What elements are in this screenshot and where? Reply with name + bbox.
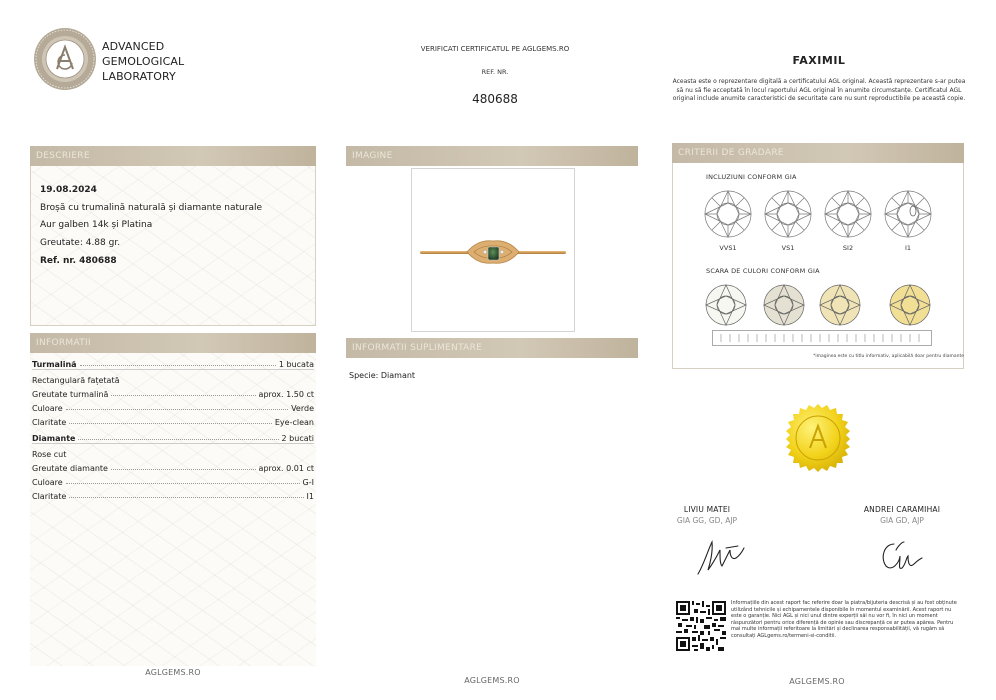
info-value: Verde: [291, 404, 314, 413]
color-scale-title: SCARA DE CULORI CONFORM GIA: [706, 267, 820, 275]
color-scale-diamonds-icon: [704, 284, 936, 326]
clarity-label-si2: SI2: [842, 244, 854, 252]
brooch-icon: [412, 169, 574, 331]
section-header-imagine: IMAGINE: [346, 146, 638, 166]
disclaimer-text: Informațiile din acest raport fac referire doar la piatra/bijuteria descrisă și au fost obținute utilizând tehnicile și echipamentele disponibile în momentul examinării. Acest raport nu este o garanție. Nici AGL și nici unul dintre experții săi nu vor fi, în nici un moment răspunzători pentru orice diferență de opinie sau discrepanță ce ar putea apărea. Pentru mai multe informații referitoare la limitări și declinarea responsabilității, vă rugăm să consultați AGLgems.ro/termeni-si-conditii.: [731, 600, 957, 639]
footer-website-left: AGLGEMS.RO: [145, 668, 201, 677]
clarity-label-i1: I1: [904, 244, 912, 252]
info-label: Greutate turmalină: [32, 390, 109, 399]
faximil-text: Aceasta este o reprezentare digitală a certificatului AGL original. Această reprezentare s-ar putea să nu să fie acceptată în locul raportului AGL original în anumite circumstanțe. Certificatul AGL original include anumite caracteristici de securitate care nu sunt reproductibile pe această copie.: [672, 78, 966, 102]
info-row: [32, 356, 314, 370]
signature-title-2: GIA GD, AJP: [880, 516, 924, 525]
info-label: Diamante: [32, 434, 76, 443]
lab-name-line1: ADVANCED: [102, 40, 165, 53]
info-label: Rectangulară fațetată: [32, 376, 120, 385]
faximil-title: FAXIMIL: [792, 54, 846, 67]
description-item: Broșă cu trumalină naturală și diamante naturale: [40, 202, 262, 213]
info-label: Culoare: [32, 478, 63, 487]
info-row: [32, 459, 314, 473]
info-label: Greutate diamante: [32, 464, 108, 473]
description-weight: Greutate: 4.88 gr.: [40, 238, 121, 249]
info-row: [32, 487, 314, 501]
signature-name-1: LIVIU MATEI: [683, 505, 731, 514]
info-row: [32, 413, 314, 427]
info-value: aprox. 1.50 ct: [258, 390, 314, 399]
section-header-informatii-suplimentare: INFORMATII SUPLIMENTARE: [346, 338, 638, 358]
specie-text: Specie: Diamant: [349, 371, 416, 380]
verify-text: VERIFICATI CERTIFICATUL PE AGLGEMS.RO: [420, 45, 570, 53]
section-header-descriere: DESCRIERE: [30, 146, 316, 166]
signature-name-2: ANDREI CARAMIHAI: [863, 505, 941, 514]
info-value: I1: [306, 492, 314, 501]
ref-label: REF. NR.: [481, 68, 509, 76]
clarity-label-vs1: VS1: [781, 244, 795, 252]
info-label: Turmalină: [32, 360, 77, 369]
info-row: [32, 399, 314, 413]
clarity-label-vvs1: VVS1: [719, 244, 737, 252]
section-header-informatii: INFORMATII: [30, 333, 316, 353]
info-value: G-I: [302, 478, 314, 487]
signature-title-1: GIA GG, GD, AJP: [676, 516, 738, 525]
clarity-diamonds-icon: [704, 188, 936, 240]
footer-website-right: AGLGEMS.RO: [789, 677, 845, 686]
signature-2-icon: [876, 536, 926, 576]
gold-seal-icon: [782, 402, 854, 474]
info-row: [32, 473, 314, 487]
info-label: Claritate: [32, 418, 67, 427]
info-value: 1 bucata: [278, 360, 314, 369]
info-row: [32, 430, 314, 444]
criteria-note: *imaginea este cu titlu informativ, aplicabilă doar pentru diamante: [813, 354, 964, 359]
info-row: [32, 371, 314, 385]
info-row: [32, 385, 314, 399]
color-scale-ruler: [712, 330, 932, 346]
inclusions-title: INCLUZIUNI CONFORM GIA: [706, 173, 797, 181]
description-ref: Ref. nr. 480688: [40, 255, 117, 266]
description-block: [40, 182, 262, 271]
lab-name-line2: GEMOLOGICAL: [102, 55, 185, 68]
info-label: Rose cut: [32, 450, 67, 459]
description-date: 19.08.2024: [40, 185, 97, 195]
info-value: Eye-clean: [274, 418, 314, 427]
info-label: Culoare: [32, 404, 63, 413]
description-metal: Aur galben 14k și Platina: [40, 220, 153, 231]
info-value: aprox. 0.01 ct: [258, 464, 314, 473]
info-value: 2 bucati: [281, 434, 314, 443]
ref-value: 480688: [472, 92, 518, 106]
info-row: [32, 445, 314, 459]
lab-name: [102, 39, 184, 84]
signature-1-icon: [692, 536, 752, 578]
footer-website-center: AGLGEMS.RO: [464, 676, 520, 685]
jewelry-image: [411, 168, 575, 332]
section-header-criterii: CRITERII DE GRADARE: [672, 143, 964, 163]
qr-code-icon[interactable]: [676, 601, 726, 651]
agl-logo-seal-icon: [33, 27, 97, 91]
info-label: Claritate: [32, 492, 67, 501]
lab-name-line3: LABORATORY: [102, 70, 176, 83]
